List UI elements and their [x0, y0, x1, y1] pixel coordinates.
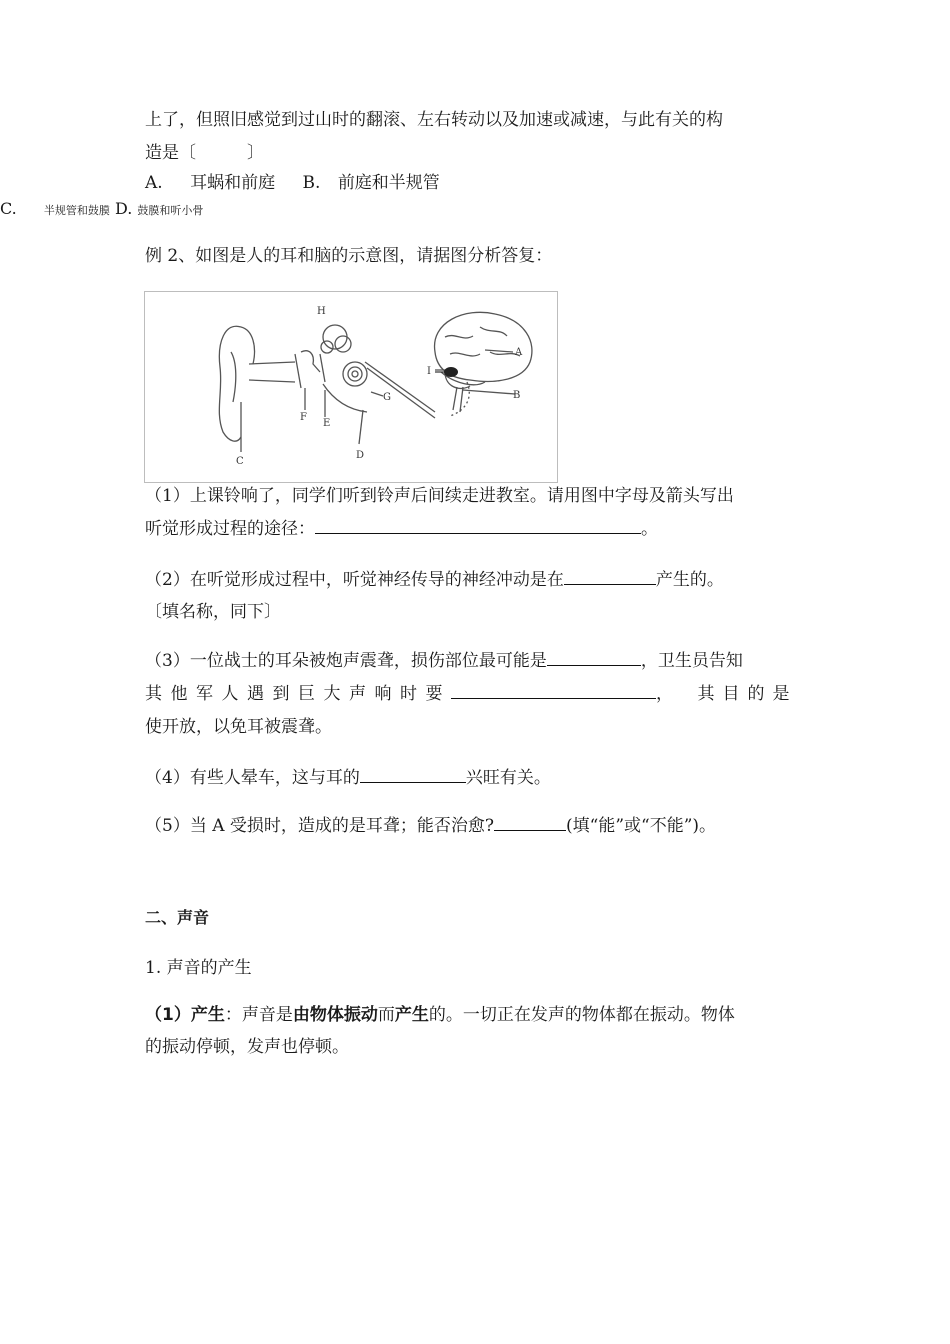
section2-p1-line1 — [145, 1000, 735, 1025]
s2-prompt-b: 产生的。 — [655, 570, 724, 590]
option-cd — [0, 199, 203, 218]
option-d-text: 鼓膜和听小骨 — [137, 204, 204, 217]
s5-prompt-b: (填“能”或“不能”)。 — [566, 816, 717, 836]
s1-end: 。 — [641, 519, 658, 539]
option-b-letter: B. — [302, 173, 321, 193]
s2-line2: 〔填名称，同下〕 — [145, 602, 281, 622]
s3-answer-blank-1[interactable] — [547, 651, 641, 666]
option-a — [145, 168, 440, 193]
s3-prompt-a: （3）一位战士的耳朵被炮声震聋，损伤部位最可能是 — [145, 651, 547, 671]
s3-line1 — [145, 646, 743, 671]
p1-mid: 而 — [377, 1005, 395, 1025]
s1-prompt: 听觉形成过程的途径： — [145, 519, 315, 539]
p1-bold1: 由物体振动 — [292, 1005, 378, 1025]
label-g: G — [383, 392, 391, 403]
s2-line1 — [145, 565, 724, 590]
option-a-letter: A. — [145, 173, 163, 193]
option-b-text: 前庭和半规管 — [337, 173, 440, 193]
label-e: E — [323, 418, 331, 429]
label-i: I — [427, 366, 431, 377]
q1-line2: 造是〔 〕 — [145, 143, 264, 163]
label-c: C — [236, 456, 244, 467]
p1-label: （1）产生 — [145, 1005, 225, 1025]
example2-intro: 例 2、如图是人的耳和脑的示意图，请据图分析答复： — [145, 246, 553, 266]
section2-p1-line2: 的振动停顿，发声也停顿。 — [145, 1037, 349, 1057]
s5-prompt-a: （5）当 A 受损时，造成的是耳聋；能否治愈? — [145, 816, 495, 836]
section2-sub1: 1. 声音的产生 — [145, 958, 252, 978]
label-b: B — [513, 390, 521, 401]
s2-answer-blank[interactable] — [564, 570, 656, 585]
s1-line1: （1）上课铃响了，同学们听到铃声后间续走进教室。请用图中字母及箭头写出 — [145, 486, 734, 506]
s1-answer-blank[interactable] — [315, 519, 641, 534]
s4-line — [145, 763, 551, 788]
s3-prompt-d: ， 其目的是 — [656, 684, 798, 704]
s3-prompt-c: 其他军人遇到巨大声响时要 — [145, 684, 451, 704]
p1-rest: 的。一切正在发声的物体都在振动。物体 — [428, 1005, 735, 1025]
ear-brain-diagram — [145, 292, 557, 482]
q1-line1: 上了，但照旧感觉到过山时的翻滚、左右转动以及加速或减速，与此有关的构 — [145, 110, 723, 130]
s3-line2 — [145, 679, 798, 704]
s1-line2 — [145, 514, 658, 539]
label-h: H — [317, 306, 326, 317]
p1-colon: ：声音是 — [224, 1005, 293, 1025]
s3-line3: 使开放，以免耳被震聋。 — [145, 717, 332, 737]
s3-prompt-b: ，卫生员告知 — [640, 651, 743, 671]
s5-line — [145, 811, 716, 836]
option-a-text: 耳蜗和前庭 — [190, 173, 276, 193]
s4-prompt-b: 兴旺有关。 — [465, 768, 551, 788]
s3-answer-blank-2[interactable] — [451, 684, 656, 699]
option-c-letter: C. — [0, 199, 17, 218]
ear-brain-figure — [144, 291, 558, 483]
s4-answer-blank[interactable] — [360, 768, 466, 783]
section2-heading: 二、声音 — [145, 908, 210, 927]
label-a: A — [515, 347, 523, 358]
label-d: D — [356, 450, 365, 461]
s2-prompt-a: （2）在听觉形成过程中，听觉神经传导的神经冲动是在 — [145, 570, 564, 590]
option-d-letter: D. — [114, 199, 133, 218]
s5-answer-blank[interactable] — [494, 816, 566, 831]
label-f: F — [300, 412, 307, 423]
p1-bold2: 产生 — [394, 1005, 429, 1025]
s4-prompt-a: （4）有些人晕车，这与耳的 — [145, 768, 360, 788]
option-c-text: 半规管和鼓膜 — [43, 204, 110, 217]
